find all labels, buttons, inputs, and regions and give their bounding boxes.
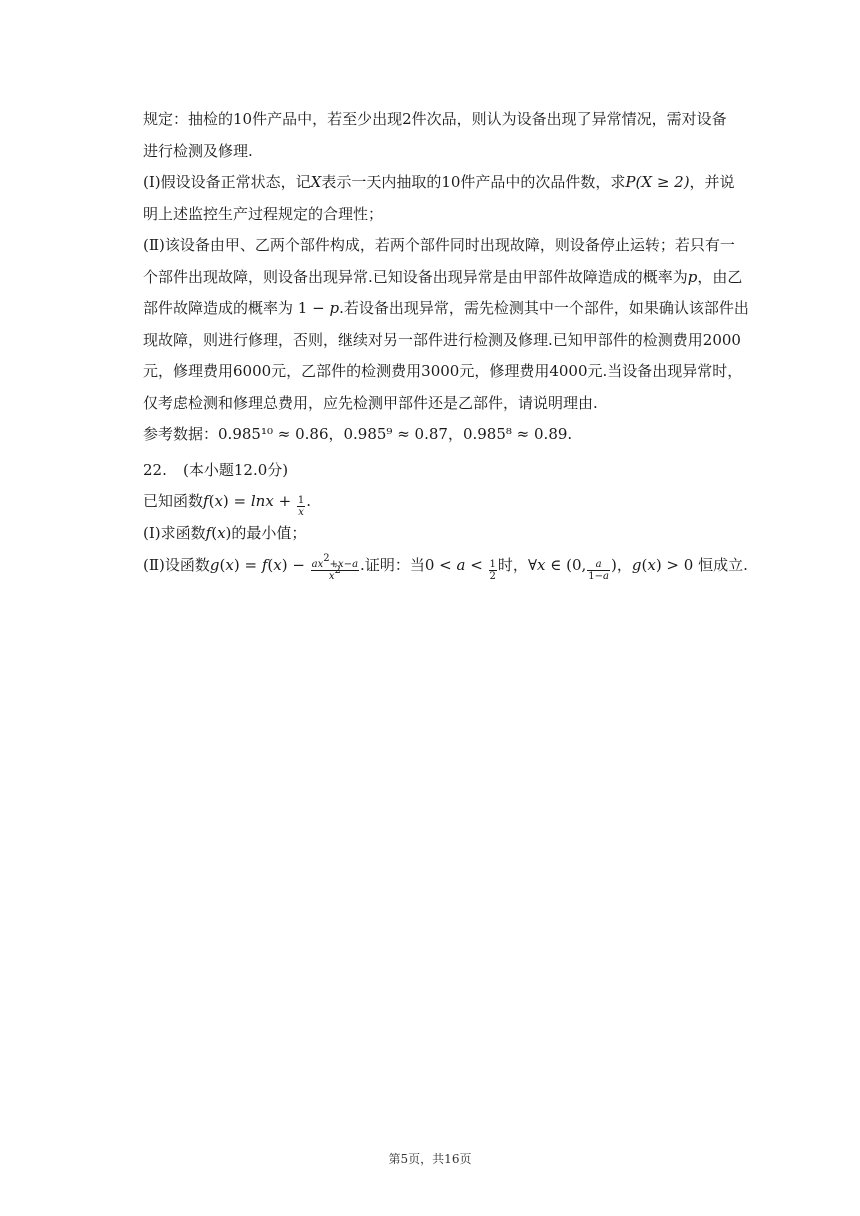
q22-g-def: g(x) = f(x) − $\frac{ax^2+x-a}{x^2}$ xyxy=(209,552,359,582)
q21-part1-text-c: ，并说 xyxy=(689,173,735,191)
q21-part2-line3-text-b: .若设备出现异常，需先检测其中一个部件，如果确认该部件出 xyxy=(339,299,749,317)
q22-part1-text-a: (Ⅰ)求函数 xyxy=(143,524,206,542)
q21-part2-line3-text-a: 部件故障造成的概率为 xyxy=(143,299,294,317)
q22-part2-text-c: 时， xyxy=(497,555,528,574)
q21-part2-line2 xyxy=(143,262,748,294)
page-footer: 第5页，共16页 xyxy=(388,1152,472,1166)
fraction-a-over-1-minus-a: $\frac{a}{1-a}$ xyxy=(588,558,609,582)
q21-part2-line2-text-b: ，由乙 xyxy=(697,267,743,286)
q22-number: 22. xyxy=(143,460,167,479)
q22-part2-line xyxy=(143,550,748,582)
fraction-g: $\frac{ax^2+x-a}{x^2}$ xyxy=(311,552,359,582)
q21-part2-line1: (Ⅱ)该设备由甲、乙两个部件构成，若两个部件同时出现故障，则设备停止运转；若只有一 xyxy=(143,236,735,254)
q21-part1-line1 xyxy=(143,167,748,199)
var-x: X xyxy=(310,173,322,191)
fraction-1-over-x: $\frac{1}{x}$ xyxy=(297,495,305,518)
q22-part2-text-d: ， xyxy=(616,555,632,574)
q21-part1-text-a: (Ⅰ)假设设备正常状态，记 xyxy=(143,173,311,191)
q21-part2-line6: 仅考虑检测和修理总费用，应先检测甲部件还是乙部件，请说明理由. xyxy=(143,393,598,412)
q21-rule-line2: 进行检测及修理. xyxy=(143,141,253,160)
q21-reference-values: 0.985¹⁰ ≈ 0.86，0.985⁹ ≈ 0.87，0.985⁸ ≈ 0.89. xyxy=(218,425,573,443)
q22-part2-text-a: (Ⅱ)设函数 xyxy=(143,555,210,574)
q21-part2-line4: 现故障，则进行修理，否则，继续对另一部件进行检测及修理.已知甲部件的检测费用2000 xyxy=(143,330,741,349)
q22-header xyxy=(143,455,748,487)
q21-part1-text-b: 表示一天内抽取的10件产品中的次品件数，求 xyxy=(321,173,626,191)
q22-intro-line xyxy=(143,486,748,518)
var-p: p xyxy=(687,267,698,286)
q21-part1-expr: P(X ≥ 2) xyxy=(625,173,690,191)
q21-reference xyxy=(143,419,748,451)
q21-part2-line5: 元，修理费用6000元，乙部件的检测费用3000元，修理费用4000元.当设备出现异常时， xyxy=(143,362,743,380)
q21-rule-line1: 规定：抽检的10件产品中，若至少出现2件次品，则认为设备出现了异常情况，需对设备 xyxy=(143,110,727,128)
q21-part2 xyxy=(143,230,748,419)
q21-rule xyxy=(143,104,748,167)
q21-part2-line3 xyxy=(143,293,748,325)
expr-g-positive: g(x) > 0 xyxy=(631,555,699,574)
q21-part2-line2-text-a: 个部件出现故障，则设备出现异常.已知设备出现异常是由甲部件故障造成的概率为 xyxy=(143,267,688,286)
q21-part1-line2: 明上述监控生产过程规定的合理性； xyxy=(143,204,384,223)
q22-part1-line xyxy=(143,518,748,550)
q21-reference-line xyxy=(143,419,748,451)
expr-a-range: 0 < a < $\frac{1}{2}$ xyxy=(424,555,496,582)
q22-part2 xyxy=(143,550,748,582)
q22-score: (本小题12.0分) xyxy=(183,460,289,479)
fraction-one-half: $\frac{1}{2}$ xyxy=(489,558,496,582)
q22-intro xyxy=(143,486,748,518)
page-content xyxy=(143,104,748,582)
q21-part1 xyxy=(143,167,748,230)
q22-part2-text-b: .证明：当 xyxy=(360,555,425,574)
q21-reference-label: 参考数据： xyxy=(143,425,219,443)
q22-header-line xyxy=(143,455,748,487)
expr-fx: f(x) xyxy=(205,524,232,542)
q22-part1-text-b: 的最小值； xyxy=(231,524,307,542)
q22-intro-text: 已知函数 xyxy=(143,492,204,510)
expr-one-minus-p: 1 − p xyxy=(297,299,340,317)
q22-function-def: f(x) = lnx + $\frac{1}{x}$ . xyxy=(203,492,312,518)
expr-x-domain: ∀x ∈ (0, $\frac{a}{1-a}$ ) xyxy=(527,555,617,582)
q22-part1 xyxy=(143,518,748,550)
q22-part2-text-e: 恒成立. xyxy=(698,555,748,574)
